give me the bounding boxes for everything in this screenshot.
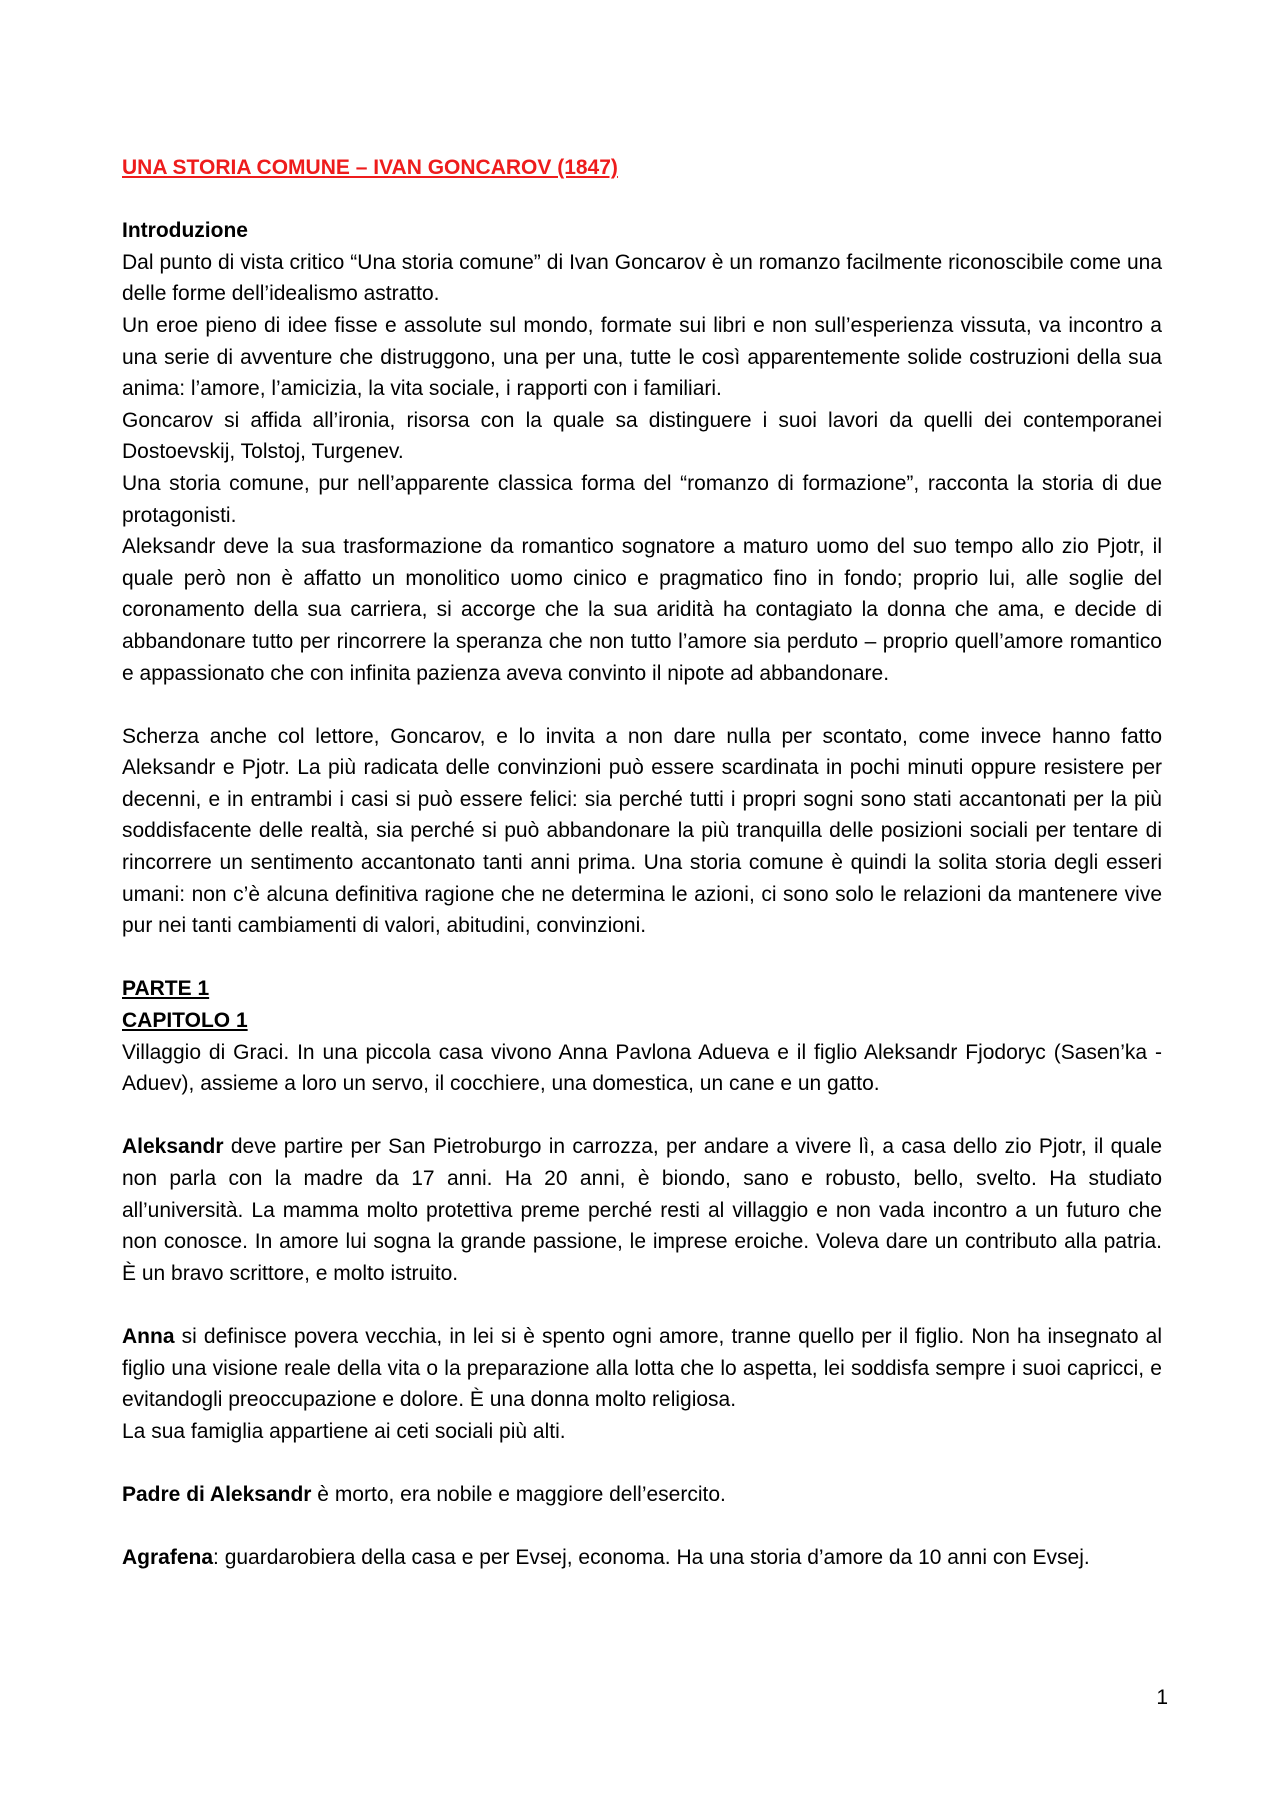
padre-paragraph <box>122 1479 1162 1511</box>
intro-heading: Introduzione <box>122 219 248 243</box>
intro-paragraph: Goncarov si affida all’ironia, risorsa con la quale sa distinguere i suoi lavori da quelli dei contemporanei Dostoevskij, Tolstoj, Turgenev. <box>122 408 1162 464</box>
spacer <box>122 942 1162 974</box>
document-title: UNA STORIA COMUNE – IVAN GONCAROV (1847) <box>122 156 618 179</box>
intro-paragraph: Una storia comune, pur nell’apparente classica forma del “romanzo di formazione”, racconta la storia di due protagonisti. <box>122 471 1162 527</box>
aleksandr-term: Aleksandr <box>122 1135 224 1159</box>
anna-extra: La sua famiglia appartiene ai ceti sociali più alti. <box>122 1419 566 1443</box>
anna-paragraph <box>122 1321 1162 1416</box>
spacer <box>122 689 1162 721</box>
spacer <box>122 1511 1162 1543</box>
spacer <box>122 184 1162 216</box>
agrafena-term: Agrafena <box>122 1546 214 1570</box>
spacer <box>122 1447 1162 1479</box>
page-number: 1 <box>1156 1686 1168 1709</box>
anna-text: si definisce povera vecchia, in lei si è spento ogni amore, tranne quello per il figlio. Non ha insegnato al figlio una visione reale della vita o la preparazione alla lotta che lo aspetta, lei soddisfa sempre i suoi capricci, e evitandogli preoccupazione e dolore. È una donna molto religiosa. <box>122 1324 1162 1412</box>
scherza-paragraph: Scherza anche col lettore, Goncarov, e lo invita a non dare nulla per scontato, come invece hanno fatto Aleksandr e Pjotr. La più radicata delle convinzioni può essere scardinata in pochi minuti oppure resistere per decenni, e in entrambi i casi si può essere felici: sia perché tutti i propri sogni sono stati accantonati per la più soddisfacente delle realtà, sia perché si può abbandonare la più tranquilla delle posizioni sociali per tentare di rincorrere un sentimento accantonato tanti anni prima. Una storia comune è quindi la solita storia degli esseri umani: non c’è alcuna definitiva ragione che ne determina le azioni, ci sono solo le relazioni da mantenere vive pur nei tanti cambiamenti di valori, abitudini, convinzioni. <box>122 724 1162 938</box>
document-page <box>122 152 1162 1574</box>
intro-paragraph: Un eroe pieno di idee fisse e assolute sul mondo, formate sui libri e non sull’esperienza vissuta, va incontro a una serie di avventure che distruggono, una per una, tutte le così apparentemente solide costruzioni della sua anima: l’amore, l’amicizia, la vita sociale, i rapporti con i familiari. <box>122 313 1162 401</box>
padre-term: Padre di Aleksandr <box>122 1482 312 1506</box>
aleksandr-paragraph <box>122 1131 1162 1289</box>
agrafena-text: : guardarobiera della casa e per Evsej, economa. Ha una storia d’amore da 10 anni con Evsej. <box>213 1546 1090 1570</box>
intro-paragraph: Aleksandr deve la sua trasformazione da romantico sognatore a maturo uomo del suo tempo allo zio Pjotr, il quale però non è affatto un monolitico uomo cinico e pragmatico fino in fondo; proprio lui, alle soglie del coronamento della sua carriera, si accorge che la sua aridità ha contagiato la donna che ama, e decide di abbandonare tutto per rincorrere la speranza che non tutto l’amore sia perduto – proprio quell’amore romantico e appassionato che con infinita pazienza aveva convinto il nipote ad abbandonare. <box>122 535 1162 685</box>
spacer <box>122 1100 1162 1132</box>
spacer <box>122 1289 1162 1321</box>
villaggio-paragraph: Villaggio di Graci. In una piccola casa vivono Anna Pavlona Adueva e il figlio Aleksandr Fjodoryc (Sasen’ka - Aduev), assieme a loro un servo, il cocchiere, una domestica, un cane e un gatto. <box>122 1040 1162 1096</box>
anna-term: Anna <box>122 1324 175 1348</box>
intro-paragraph: Dal punto di vista critico “Una storia comune” di Ivan Goncarov è un romanzo facilmente riconoscibile come una delle forme dell’idealismo astratto. <box>122 250 1162 306</box>
aleksandr-text: deve partire per San Pietroburgo in carrozza, per andare a vivere lì, a casa dello zio Pjotr, il quale non parla con la madre da 17 anni. Ha 20 anni, è biondo, sano e robusto, bello, svelto. Ha studiato all’università. La mamma molto protettiva preme perché resti al villaggio e non vada incontro a un futuro che non conosce. In amore lui sogna la grande passione, le imprese eroiche. Voleva dare un contributo alla patria. È un bravo scrittore, e molto istruito. <box>122 1135 1162 1285</box>
agrafena-paragraph <box>122 1542 1162 1574</box>
capitolo-heading: CAPITOLO 1 <box>122 1009 248 1033</box>
parte-heading: PARTE 1 <box>122 977 210 1001</box>
padre-text: è morto, era nobile e maggiore dell’esercito. <box>311 1482 726 1506</box>
